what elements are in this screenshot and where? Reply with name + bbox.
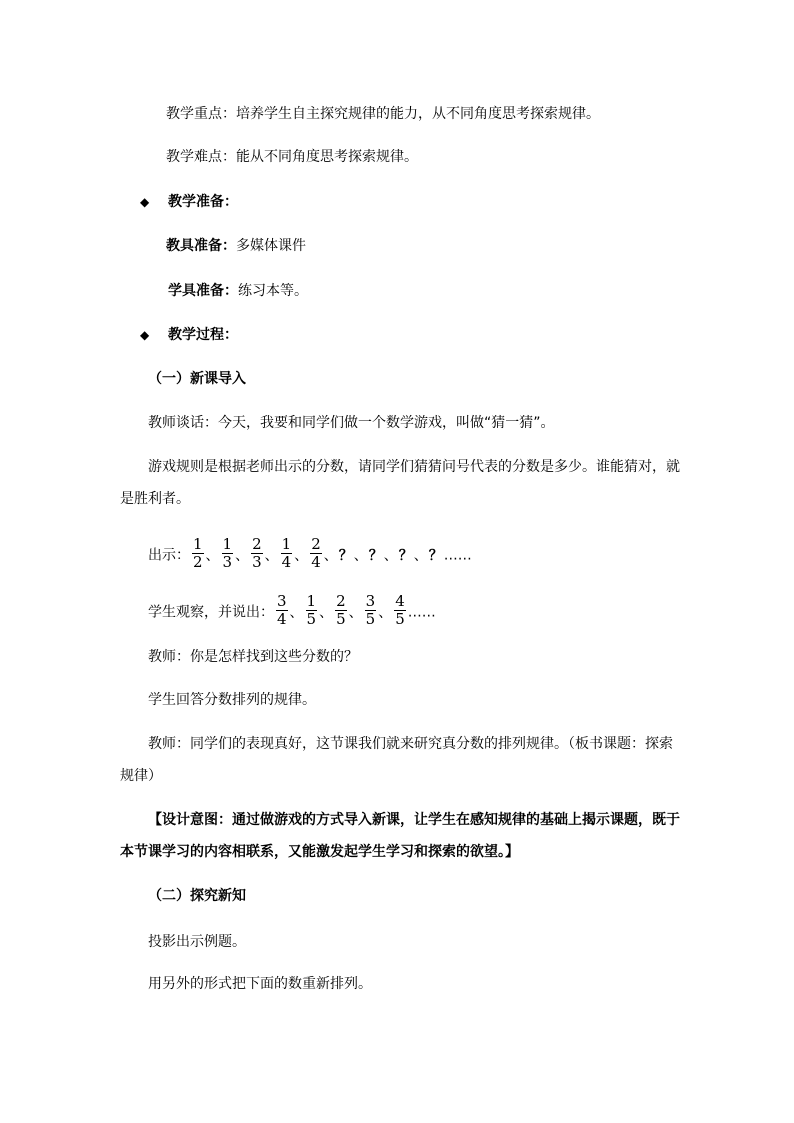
separator: 、 [378,604,393,621]
separator: 、 [383,547,398,564]
design-intent-line-2: 本节课学习的内容相联系，又能激发起学生学习和探索的欲望。】 [120,844,519,860]
fraction [310,536,322,571]
process-heading: 教学过程： [168,327,238,343]
fraction [192,536,204,571]
teacher-tools-value: 多媒体课件 [236,238,306,254]
fraction [365,593,377,628]
teacher-comment-line-1: 教师：同学们的表现真好，这节课我们就来研究真分数的排列规律。（板书课题：探索 [148,736,673,752]
student-answer: 学生回答分数排列的规律。 [148,692,316,708]
student-tools-value: 练习本等。 [238,283,308,299]
show-ellipsis: …… [443,547,472,564]
fraction-numerator: 2 [252,535,262,553]
fraction-denominator: 5 [365,610,376,628]
separator: 、 [289,604,304,621]
fraction-denominator: 3 [252,553,262,571]
observe-label: 学生观察，并说出： [148,604,274,621]
fraction-numerator: 4 [395,592,405,610]
separator: 、 [348,604,363,621]
fraction [251,536,263,571]
student-tools-label: 学具准备： [168,283,238,299]
teaching-key-point: 教学重点：培养学生自主探究规律的能力，从不同角度思考探索规律。 [166,106,600,122]
design-intent-line-1: 【设计意图：通过做游戏的方式导入新课，让学生在感知规律的基础上揭示课题，既于 [148,812,680,828]
fraction [306,593,318,628]
fraction-numerator: 1 [306,592,317,610]
fraction-denominator: 4 [277,610,287,628]
section-heading-2: （二）探究新知 [148,888,246,904]
separator: 、 [353,547,368,564]
bullet-diamond-icon: ◆ [140,328,150,342]
separator: 、 [205,547,220,564]
fraction-denominator: 4 [281,553,292,571]
fraction-denominator: 3 [222,553,233,571]
teacher-question: 教师：你是怎样找到这些分数的？ [148,649,358,665]
fraction-denominator: 5 [306,610,317,628]
fraction [281,536,293,571]
rearrange-line: 用另外的形式把下面的数重新排列。 [148,976,372,992]
separator: 、 [235,547,250,564]
show-label: 出示： [148,547,190,564]
fraction [222,536,234,571]
bullet-diamond-icon: ◆ [140,195,150,209]
fraction-denominator: 5 [395,610,405,628]
teacher-tools-row [166,236,306,256]
projection-line: 投影出示例题。 [148,934,246,950]
fraction [276,593,288,628]
shown-fraction-sequence [190,535,444,571]
show-fractions-row [148,535,472,573]
student-tools-row [168,281,308,301]
answer-fraction-sequence [274,592,408,628]
fraction-numerator: 3 [365,592,376,610]
prep-heading-row [140,192,238,212]
fraction-denominator: 4 [311,553,321,571]
observe-fractions-row [148,592,436,630]
teaching-difficulty: 教学难点：能从不同角度思考探索规律。 [166,149,418,165]
question-mark: ？ [398,547,413,564]
fraction [394,593,406,628]
fraction-numerator: 3 [277,592,287,610]
fraction-numerator: 1 [193,535,203,553]
teacher-tools-label: 教具准备： [166,238,236,254]
separator: 、 [319,604,334,621]
fraction-denominator: 5 [336,610,346,628]
separator: 、 [294,547,309,564]
question-mark: ？ [368,547,383,564]
observe-ellipsis: …… [407,604,436,621]
separator: 、 [264,547,279,564]
game-rule-line-1: 游戏规则是根据老师出示的分数，请同学们猜猜问号代表的分数是多少。谁能猜对，就 [148,459,680,475]
teacher-comment-line-2: 规律） [120,768,162,784]
question-mark: ？ [428,547,443,564]
fraction-denominator: 2 [193,553,203,571]
fraction-numerator: 2 [336,592,346,610]
question-mark: ？ [338,547,353,564]
game-rule-line-2: 是胜利者。 [120,491,190,507]
section-heading-1: （一）新课导入 [148,371,246,387]
fraction-numerator: 1 [281,535,292,553]
fraction [335,593,347,628]
fraction-numerator: 1 [222,535,233,553]
separator: 、 [323,547,338,564]
separator: 、 [413,547,428,564]
teacher-talk: 教师谈话：今天，我要和同学们做一个数学游戏，叫做“猜一猜”。 [148,415,555,431]
process-heading-row [140,325,238,345]
fraction-numerator: 2 [311,535,321,553]
prep-heading: 教学准备： [168,194,238,210]
